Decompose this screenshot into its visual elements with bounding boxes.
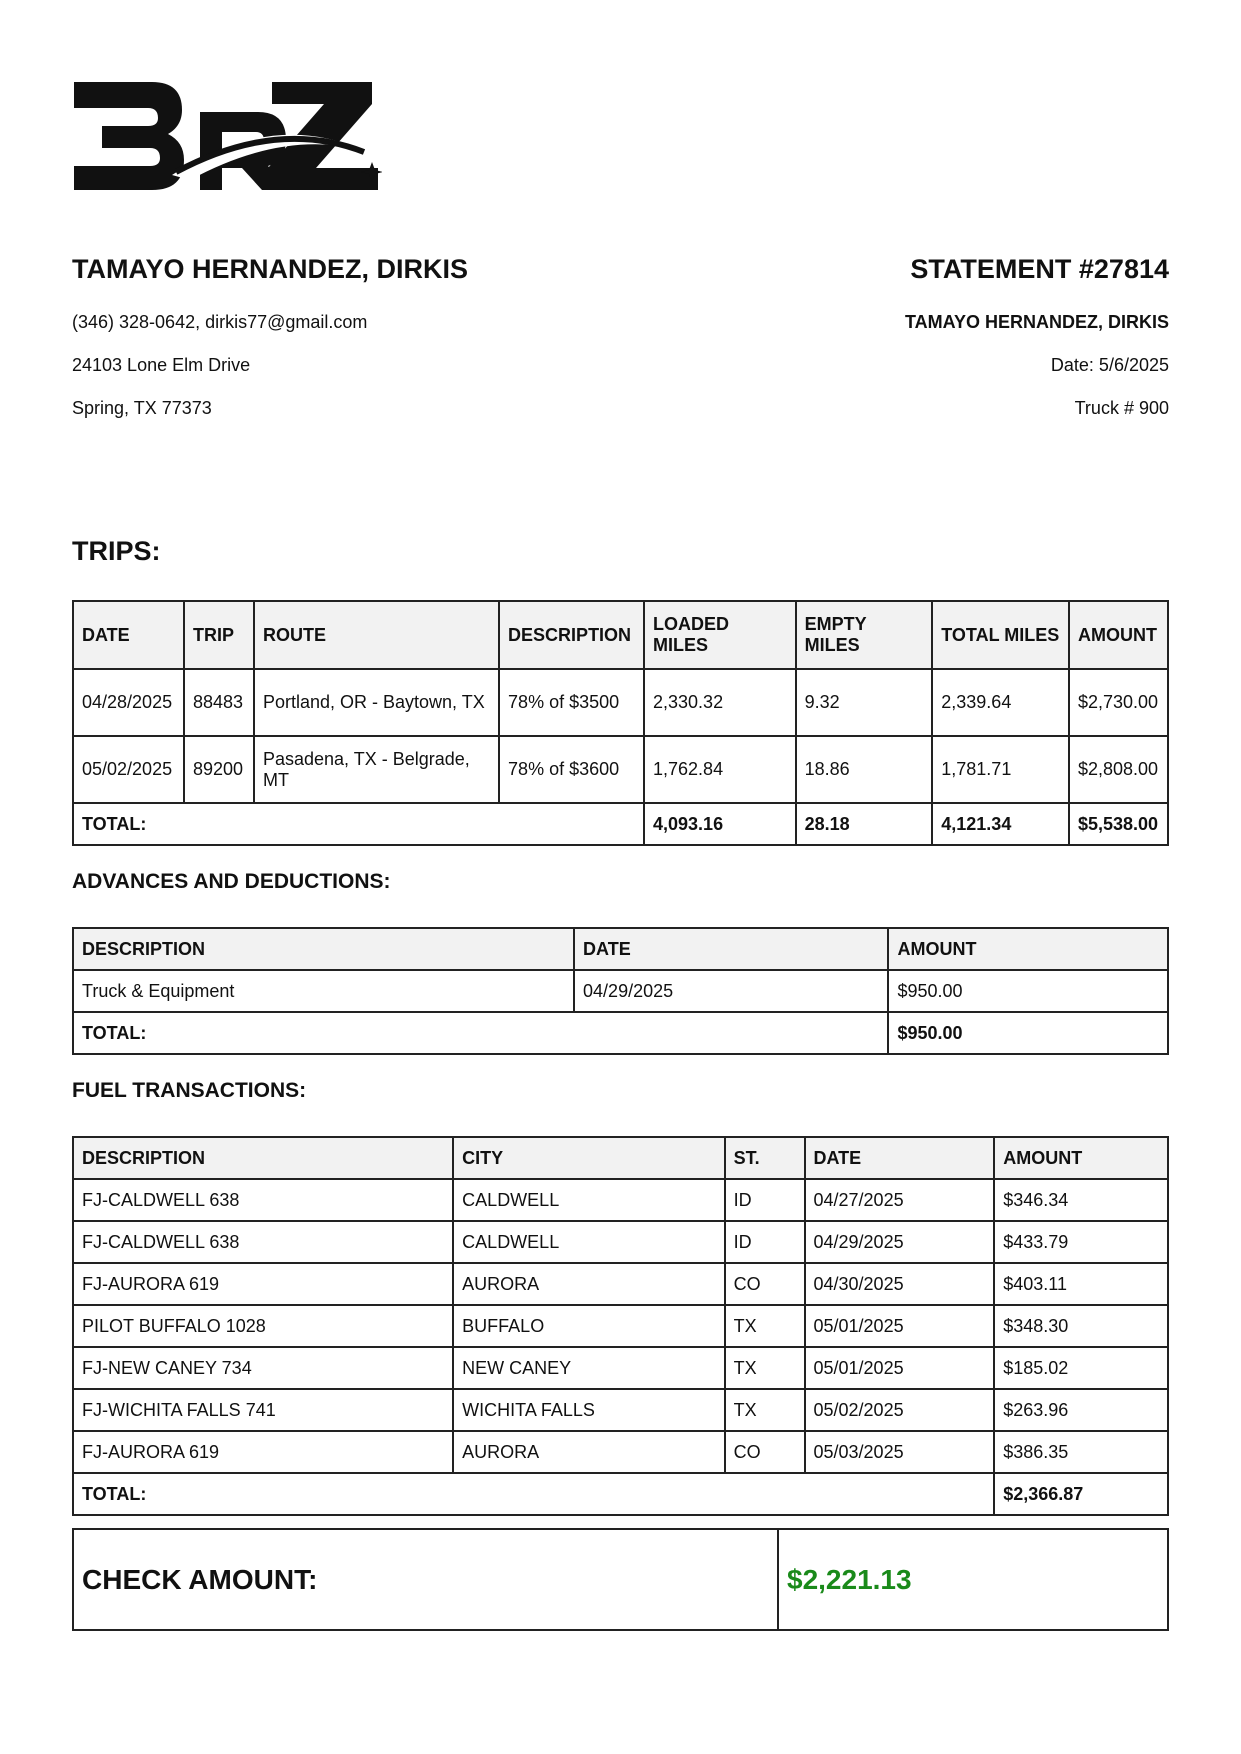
total-total-miles: 4,121.34	[932, 803, 1069, 845]
trip-description: 78% of $3500	[499, 669, 644, 736]
col-header: DATE	[574, 928, 888, 970]
total-empty-miles: 28.18	[796, 803, 933, 845]
col-header: DATE	[805, 1137, 995, 1179]
check-amount-value: $2,221.13	[787, 1563, 912, 1595]
fuel-amount: $263.96	[994, 1389, 1168, 1431]
trip-empty-miles: 9.32	[796, 669, 933, 736]
fuel-city: CALDWELL	[453, 1179, 724, 1221]
col-header: LOADED MILES	[644, 601, 796, 669]
fuel-state: TX	[725, 1389, 805, 1431]
fuel-amount: $185.02	[994, 1347, 1168, 1389]
trips-heading: TRIPS:	[72, 536, 161, 566]
fuel-amount: $386.35	[994, 1431, 1168, 1473]
fuel-city: BUFFALO	[453, 1305, 724, 1347]
table-row	[73, 736, 1168, 803]
fuel-state: CO	[725, 1431, 805, 1473]
statement-name: TAMAYO HERNANDEZ, DIRKIS	[904, 312, 1169, 332]
col-header: DATE	[73, 601, 184, 669]
trip-route: Portland, OR - Baytown, TX	[254, 669, 499, 736]
fuel-city: WICHITA FALLS	[453, 1389, 724, 1431]
fuel-amount: $403.11	[994, 1263, 1168, 1305]
brz-logo-icon	[72, 80, 382, 192]
statement-title: STATEMENT #27814	[910, 254, 1169, 284]
total-amount: $2,366.87	[994, 1473, 1168, 1515]
fuel-description: FJ-WICHITA FALLS 741	[73, 1389, 453, 1431]
fuel-date: 05/01/2025	[805, 1305, 995, 1347]
trip-route: Pasadena, TX - Belgrade, MT	[254, 736, 499, 803]
fuel-state: ID	[725, 1179, 805, 1221]
fuel-description: FJ-CALDWELL 638	[73, 1179, 453, 1221]
col-header: AMOUNT	[1069, 601, 1168, 669]
total-label: TOTAL:	[73, 1473, 994, 1515]
fuel-state: TX	[725, 1347, 805, 1389]
statement-date: Date: 5/6/2025	[1050, 355, 1169, 375]
fuel-amount: $433.79	[994, 1221, 1168, 1263]
total-label: TOTAL:	[73, 803, 644, 845]
table-row	[73, 1431, 1168, 1473]
advance-date: 04/29/2025	[574, 970, 888, 1012]
table-row	[73, 1179, 1168, 1221]
fuel-state: ID	[725, 1221, 805, 1263]
trip-amount: $2,808.00	[1069, 736, 1168, 803]
trip-total-miles: 2,339.64	[932, 669, 1069, 736]
trip-amount: $2,730.00	[1069, 669, 1168, 736]
fuel-date: 05/01/2025	[805, 1347, 995, 1389]
col-header: EMPTY MILES	[796, 601, 933, 669]
advances-header-row	[73, 928, 1168, 970]
total-amount: $5,538.00	[1069, 803, 1168, 845]
table-row	[73, 669, 1168, 736]
trip-date: 05/02/2025	[73, 736, 184, 803]
fuel-description: FJ-AURORA 619	[73, 1263, 453, 1305]
fuel-city: AURORA	[453, 1263, 724, 1305]
trip-number: 88483	[184, 669, 254, 736]
trip-loaded-miles: 1,762.84	[644, 736, 796, 803]
col-header: ST.	[725, 1137, 805, 1179]
fuel-description: PILOT BUFFALO 1028	[73, 1305, 453, 1347]
table-row	[73, 970, 1168, 1012]
fuel-amount: $348.30	[994, 1305, 1168, 1347]
trip-description: 78% of $3600	[499, 736, 644, 803]
col-header: AMOUNT	[888, 928, 1168, 970]
fuel-date: 04/29/2025	[805, 1221, 995, 1263]
trips-table	[72, 600, 1169, 846]
fuel-heading: FUEL TRANSACTIONS:	[72, 1079, 307, 1102]
driver-contact: (346) 328-0642, dirkis77@gmail.com	[72, 312, 368, 332]
col-header: TOTAL MILES	[932, 601, 1069, 669]
fuel-header-row	[73, 1137, 1168, 1179]
driver-address-line2: Spring, TX 77373	[72, 398, 212, 418]
fuel-date: 04/30/2025	[805, 1263, 995, 1305]
table-row	[73, 1389, 1168, 1431]
total-label: TOTAL:	[73, 1012, 888, 1054]
trip-loaded-miles: 2,330.32	[644, 669, 796, 736]
fuel-city: CALDWELL	[453, 1221, 724, 1263]
advance-amount: $950.00	[888, 970, 1168, 1012]
col-header: DESCRIPTION	[499, 601, 644, 669]
driver-name: TAMAYO HERNANDEZ, DIRKIS	[72, 254, 469, 284]
total-loaded-miles: 4,093.16	[644, 803, 796, 845]
check-amount-label: CHECK AMOUNT:	[74, 1530, 779, 1629]
advance-description: Truck & Equipment	[73, 970, 574, 1012]
col-header: DESCRIPTION	[73, 928, 574, 970]
advances-table	[72, 927, 1169, 1055]
fuel-date: 05/03/2025	[805, 1431, 995, 1473]
total-amount: $950.00	[888, 1012, 1168, 1054]
table-row	[73, 1347, 1168, 1389]
advances-total-row	[73, 1012, 1168, 1054]
col-header: ROUTE	[254, 601, 499, 669]
fuel-date: 04/27/2025	[805, 1179, 995, 1221]
fuel-description: FJ-CALDWELL 638	[73, 1221, 453, 1263]
fuel-description: FJ-NEW CANEY 734	[73, 1347, 453, 1389]
fuel-total-row	[73, 1473, 1168, 1515]
col-header: AMOUNT	[994, 1137, 1168, 1179]
fuel-city: AURORA	[453, 1431, 724, 1473]
trip-total-miles: 1,781.71	[932, 736, 1069, 803]
check-amount-box	[72, 1528, 1169, 1631]
fuel-state: TX	[725, 1305, 805, 1347]
statement-truck: Truck # 900	[1074, 398, 1169, 418]
advances-heading: ADVANCES AND DEDUCTIONS:	[72, 870, 391, 893]
col-header: DESCRIPTION	[73, 1137, 453, 1179]
fuel-state: CO	[725, 1263, 805, 1305]
table-row	[73, 1221, 1168, 1263]
driver-address-line1: 24103 Lone Elm Drive	[72, 355, 251, 375]
col-header: TRIP	[184, 601, 254, 669]
trip-date: 04/28/2025	[73, 669, 184, 736]
trips-header-row	[73, 601, 1168, 669]
table-row	[73, 1305, 1168, 1347]
table-row	[73, 1263, 1168, 1305]
fuel-table	[72, 1136, 1169, 1516]
fuel-city: NEW CANEY	[453, 1347, 724, 1389]
trip-number: 89200	[184, 736, 254, 803]
fuel-amount: $346.34	[994, 1179, 1168, 1221]
trips-total-row	[73, 803, 1168, 845]
trip-empty-miles: 18.86	[796, 736, 933, 803]
fuel-description: FJ-AURORA 619	[73, 1431, 453, 1473]
col-header: CITY	[453, 1137, 724, 1179]
fuel-date: 05/02/2025	[805, 1389, 995, 1431]
